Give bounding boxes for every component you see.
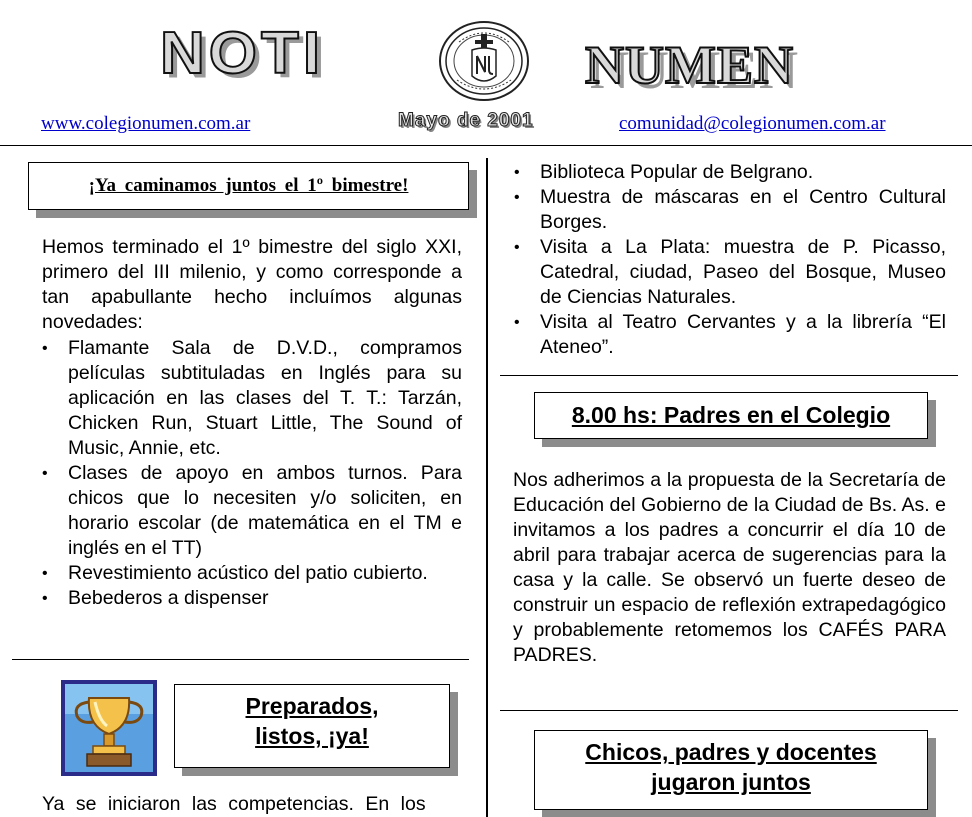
heading-padres: 8.00 hs: Padres en el Colegio xyxy=(534,392,928,439)
trophy-icon xyxy=(61,680,157,776)
heading-line: Chicos, padres y docentes xyxy=(585,739,877,765)
competencias-paragraph: Ya se iniciaron las competencias. En los xyxy=(42,793,426,815)
novedades-list xyxy=(42,336,462,611)
list-item: • Visita a La Plata: muestra de P. Picasso, Catedral, ciudad, Paseo del Bosque, Museo de Ciencias Naturales. xyxy=(514,235,946,310)
heading-bimestre: ¡Ya caminamos juntos el 1º bimestre! xyxy=(28,162,469,210)
school-seal-icon xyxy=(437,20,531,102)
list-item: • Bebederos a dispenser xyxy=(42,586,462,611)
masthead-title-numen: NUMEN xyxy=(585,35,794,95)
list-item: • Muestra de máscaras en el Centro Cultural Borges. xyxy=(514,185,946,235)
section-divider xyxy=(500,710,958,711)
issue-date: Mayo de 2001 xyxy=(398,110,534,131)
heading-line: listos, ¡ya! xyxy=(255,723,369,749)
email-link[interactable]: comunidad@colegionumen.com.ar xyxy=(619,113,886,134)
heading-line: jugaron juntos xyxy=(651,769,811,795)
section-divider xyxy=(12,659,469,660)
heading-line: Preparados, xyxy=(245,693,379,719)
heading-jugaron xyxy=(534,730,928,810)
list-item: • Clases de apoyo en ambos turnos. Para chicos que lo necesiten y/o soliciten, en horario escolar (de matemática en el TM e inglés en el TT) xyxy=(42,461,462,561)
heading-competencias xyxy=(174,684,450,768)
website-link[interactable]: www.colegionumen.com.ar xyxy=(41,113,251,134)
column-divider xyxy=(486,158,488,817)
list-item: • Revestimiento acústico del patio cubierto. xyxy=(42,561,462,586)
section-divider xyxy=(500,375,958,376)
salidas-list xyxy=(514,160,946,360)
intro-paragraph: Hemos terminado el 1º bimestre del siglo XXI, primero del III milenio, y como corresponde a tan apabullante hecho incluímos algunas novedades: xyxy=(42,236,462,333)
list-item: • Biblioteca Popular de Belgrano. xyxy=(514,160,946,185)
masthead-title-noti: NOTI xyxy=(160,20,325,87)
list-item: • Flamante Sala de D.V.D., compramos películas subtituladas en Inglés para su aplicación en las clases del T. T.: Tarzán, Chicken Run, Stuart Little, The Sound of Music, Annie, etc. xyxy=(42,336,462,461)
padres-paragraph: Nos adherimos a la propuesta de la Secretaría de Educación del Gobierno de la Ciudad de Bs. As. e invitamos a los padres a concurrir el día 10 de abril para trabajar acerca de sugerencias para la casa y la calle. Se observó un fuerte deseo de construir un espacio de reflexión extrapedagógico y probablemente retomemos los CAFÉS PARA PADRES. xyxy=(513,469,946,666)
list-item: • Visita al Teatro Cervantes y a la librería “El Ateneo”. xyxy=(514,310,946,360)
masthead-divider xyxy=(0,145,972,146)
